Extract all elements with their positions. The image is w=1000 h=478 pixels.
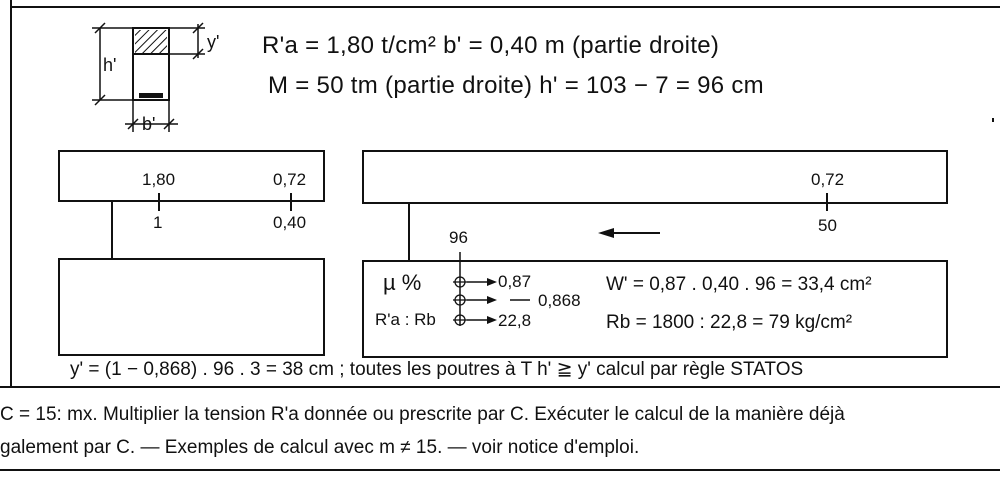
slide-direction-arrow — [598, 228, 660, 238]
ra-rb-label: R'a : Rb — [375, 310, 436, 329]
left-scale-value-1-80: 1,80 — [142, 170, 176, 189]
right-scale-value-0-72: 0,72 — [811, 170, 845, 189]
label-h-prime: h' — [103, 55, 117, 75]
label-y-prime: y' — [207, 32, 220, 52]
header-line-2: M = 50 tm (partie droite) h' = 103 − 7 = 96 cm — [268, 72, 764, 99]
mu-percent-label: µ % — [383, 270, 422, 295]
notes-line-2: galement par C. — Exemples de calcul avec m ≠ 15. — voir notice d'emploi. — [0, 437, 640, 458]
notes-line-1: C = 15: mx. Multiplier la tension R'a donnée ou prescrite par C. Exécuter le calcul de la manière déjà — [0, 404, 845, 425]
header-line-1: R'a = 1,80 t/cm² b' = 0,40 m (partie droite) — [262, 32, 720, 59]
rb-calculation: Rb = 1800 : 22,8 = 79 kg/cm² — [606, 312, 853, 333]
w-prime-calculation: W' = 0,87 . 0,40 . 96 = 33,4 cm² — [606, 274, 872, 295]
value-0-868: 0,868 — [538, 291, 581, 310]
left-scale-value-0-72: 0,72 — [273, 170, 307, 189]
right-scale-value-50: 50 — [818, 216, 837, 235]
y-prime-result: y' = (1 − 0,868) . 96 . 3 = 38 cm ; toutes les poutres à T h' ≧ y' calcul par règle STATOS — [70, 359, 804, 380]
left-scale-value-0-40: 0,40 — [273, 213, 307, 232]
value-22-8: 22,8 — [498, 311, 532, 330]
value-0-87: 0,87 — [498, 272, 532, 291]
label-b-prime: b' — [142, 114, 156, 134]
right-scale-value-96: 96 — [449, 228, 468, 247]
left-scale-value-1: 1 — [153, 213, 163, 232]
